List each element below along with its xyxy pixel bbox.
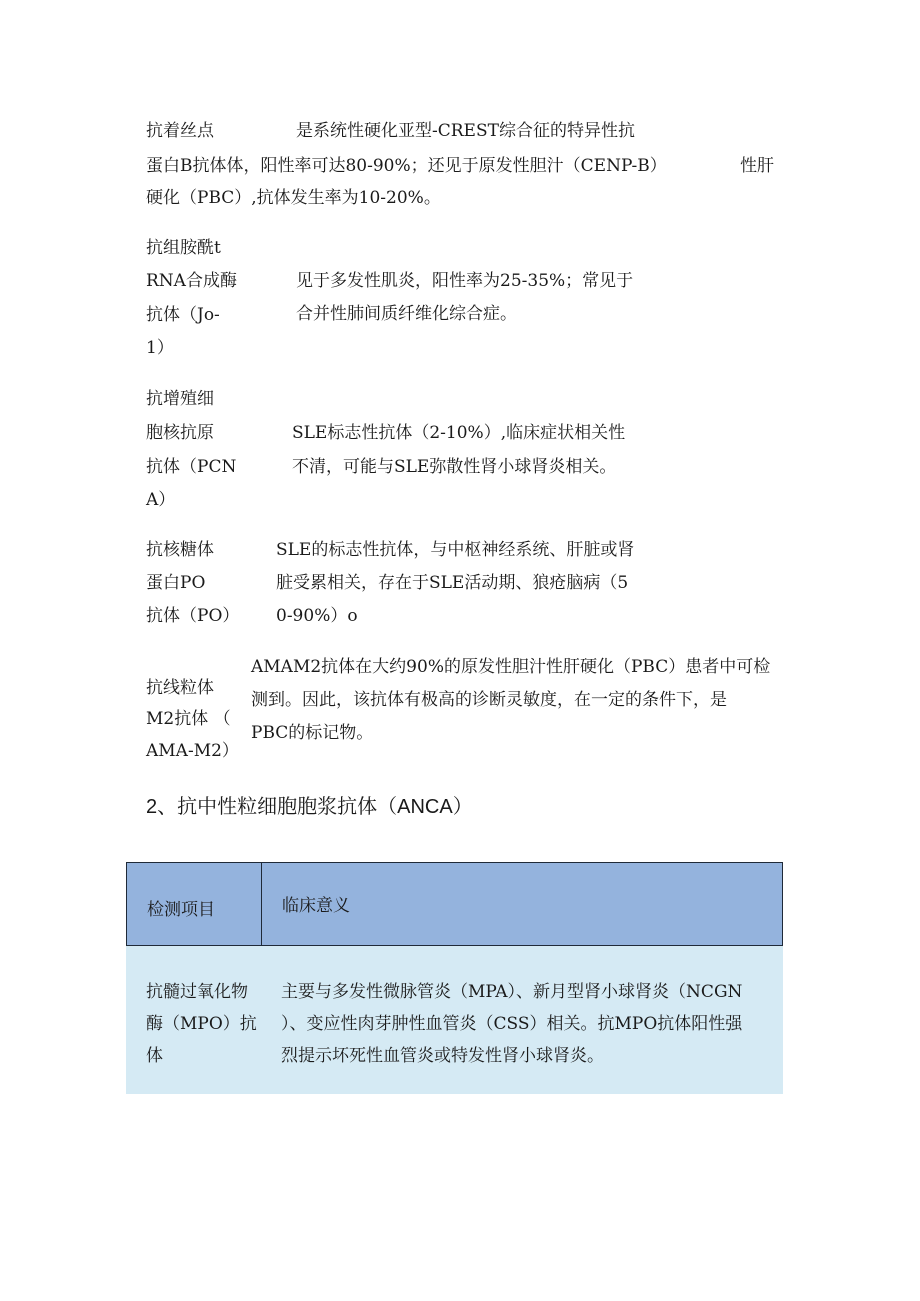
entry-name-line: 抗着丝点 (146, 121, 214, 141)
entry-description-line: AMAM2抗体在大约90%的原发性胆汁性肝硬化（PBC）患者中可检 (251, 657, 771, 677)
entry-name-line: 胞核抗原 (146, 423, 214, 443)
entry-name-line: 抗核糖体 (146, 540, 214, 560)
anca-table (126, 862, 783, 1094)
entry-description-line: 0-90%）o (276, 606, 358, 626)
entry-name-line: 1） (146, 338, 174, 358)
entry-name-line: RNA合成酶 (146, 271, 237, 291)
header-clinical-significance: 临床意义 (282, 896, 350, 916)
entry-name-line: M2抗体 （ (146, 709, 231, 729)
entry-description-line: 合并性肺间质纤维化综合症。 (296, 304, 517, 324)
entry-description-line: 硬化（PBC）,抗体发生率为10-20%。 (146, 188, 441, 208)
column-divider (261, 863, 262, 945)
entry-name-line: 抗体（PCN (146, 457, 237, 477)
entry-name-line: AMA-M2） (146, 741, 239, 761)
entry-name-line: 抗体（Jo- (146, 305, 220, 325)
row-item-line: 酶（MPO）抗 (146, 1014, 257, 1034)
entry-description-line: 见于多发性肌炎，阳性率为25-35%；常见于 (296, 271, 634, 291)
entry-description-line: PBC的标记物。 (251, 723, 374, 743)
entry-name-line: A） (146, 490, 176, 510)
section-heading: 2、抗中性粒细胞胞浆抗体（ANCA） (146, 796, 473, 818)
row-meaning-line: ）、变应性肉芽肿性血管炎（CSS）相关。抗MPO抗体阳性强 (281, 1014, 743, 1034)
entry-description-line: SLE标志性抗体（2-10%）,临床症状相关性 (292, 423, 626, 443)
table-header-row (126, 862, 783, 946)
entry-description-line: 脏受累相关，存在于SLE活动期、狼疮脑病（5 (276, 573, 629, 593)
entry-description-line: 蛋白B抗体体，阳性率可达80-90%；还见于原发性胆汁（CENP-B） (146, 156, 667, 176)
entry-name-line: 抗体（PO） (146, 606, 240, 626)
entry-name-line: 抗增殖细 (146, 389, 214, 409)
entry-name-line: 蛋白PO (146, 573, 206, 593)
header-test-item: 检测项目 (147, 900, 215, 920)
row-meaning-line: 主要与多发性微脉管炎（MPA）、新月型肾小球肾炎（NCGN (281, 982, 743, 1002)
entry-description-line: 性肝 (740, 156, 774, 176)
entry-description-line: 不清，可能与SLE弥散性肾小球肾炎相关。 (292, 457, 617, 477)
entry-description-line: 是系统性硬化亚型-CREST综合征的特异性抗 (296, 121, 635, 141)
row-meaning-line: 烈提示坏死性血管炎或特发性肾小球肾炎。 (281, 1046, 604, 1066)
entry-description-line: SLE的标志性抗体，与中枢神经系统、肝脏或肾 (276, 540, 635, 560)
entry-name-line: 抗线粒体 (146, 678, 214, 698)
table-row (126, 946, 783, 1094)
row-item-line: 抗髓过氧化物 (146, 982, 248, 1002)
entry-name-line: 抗组胺酰t (146, 238, 221, 258)
row-item-line: 体 (146, 1046, 163, 1066)
entry-description-line: 测到。因此，该抗体有极高的诊断灵敏度，在一定的条件下，是 (251, 690, 727, 710)
